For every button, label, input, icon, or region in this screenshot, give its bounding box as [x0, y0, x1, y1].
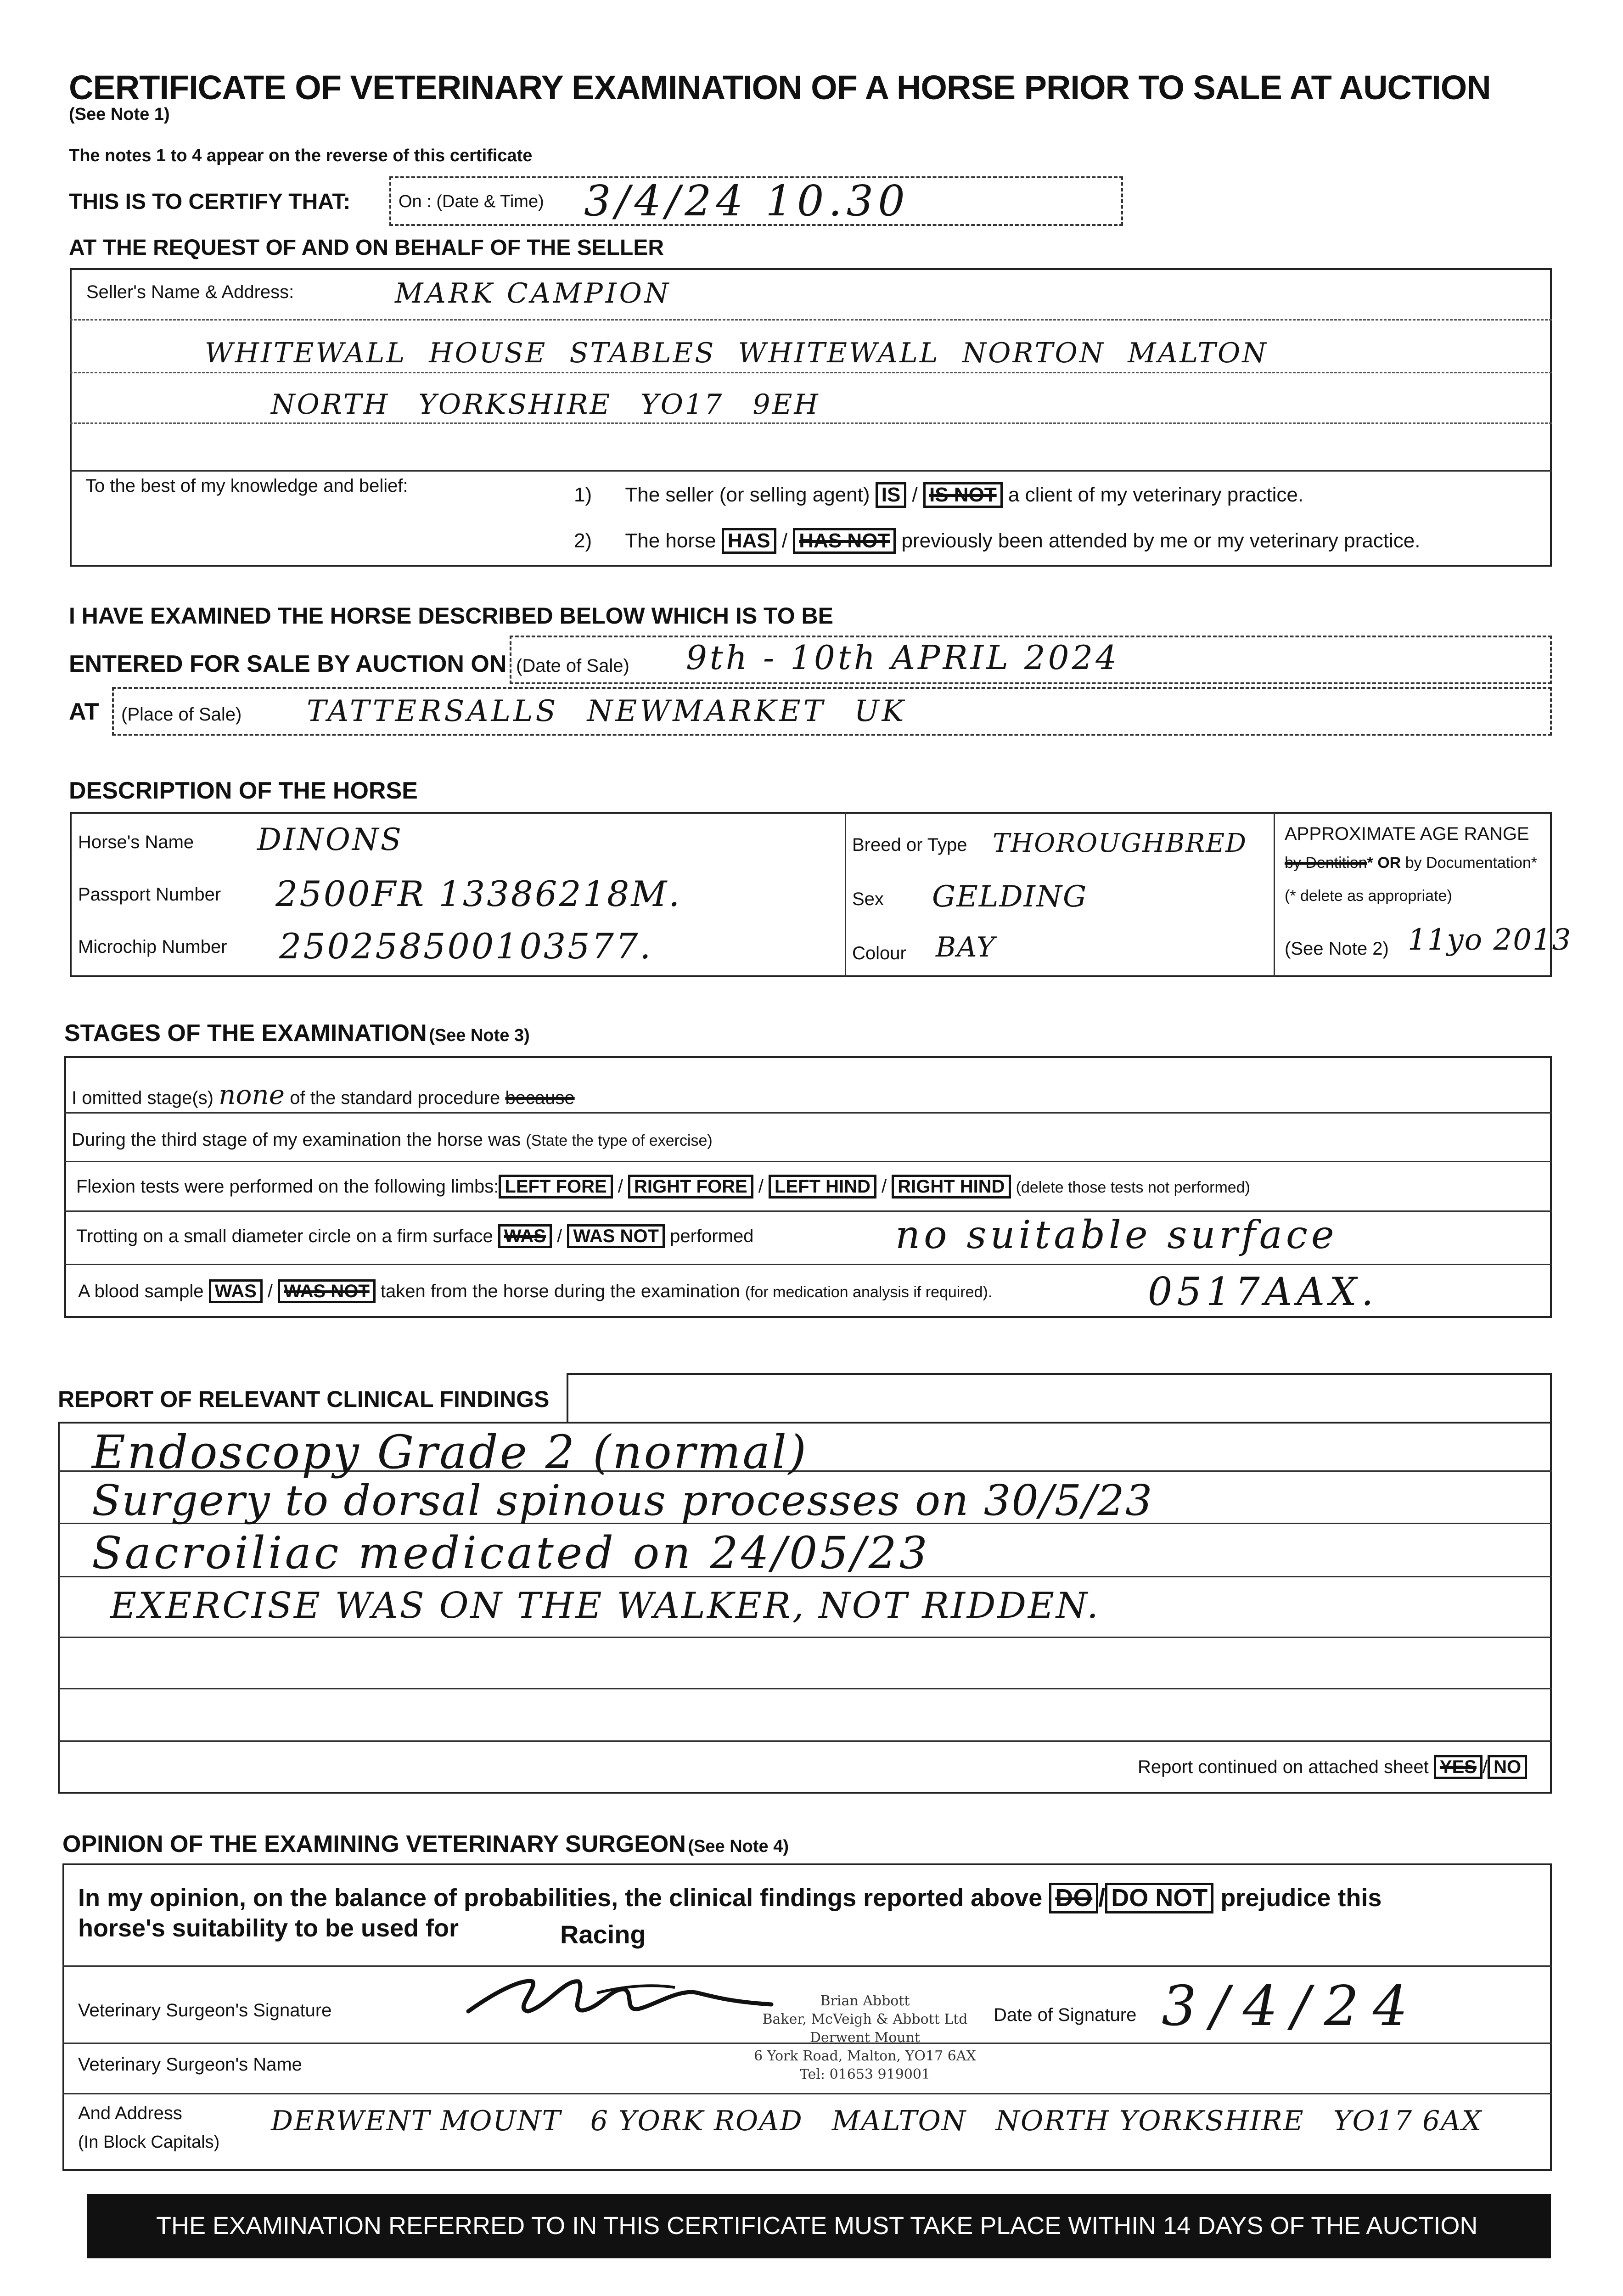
- age-or: * OR: [1367, 854, 1401, 872]
- blood-note: (for medication analysis if required).: [745, 1283, 993, 1301]
- practice-stamp: [736, 1992, 994, 2084]
- omitted-stages-value[interactable]: none: [219, 1079, 285, 1110]
- sale-date-value: 9th - 10th APRIL 2024: [686, 638, 1120, 677]
- age-delete-note: (* delete as appropriate): [1285, 887, 1452, 905]
- trot-was-not-option[interactable]: WAS NOT: [567, 1224, 665, 1248]
- opinion-text-line-2: horse's suitability to be used for: [78, 1914, 459, 1942]
- is-not-client-option[interactable]: IS NOT: [923, 482, 1003, 508]
- horse-name-value[interactable]: DINONS: [257, 822, 403, 857]
- on-date-time-value: 3/4/24 10.30: [584, 176, 910, 225]
- blood-was-not-option[interactable]: WAS NOT: [278, 1279, 376, 1303]
- date-signature-value[interactable]: 3/4/24: [1162, 1975, 1422, 2038]
- flexion-row: Flexion tests were performed on the following limbs: LEFT FORE / RIGHT FORE / LEFT HIND / RIGHT HIND (delete those tests not performed): [76, 1175, 1250, 1199]
- finding-line-4[interactable]: EXERCISE WAS ON THE WALKER, NOT RIDDEN.: [110, 1585, 1100, 1626]
- continued-yes-option[interactable]: YES: [1434, 1755, 1483, 1779]
- blood-label: A blood sample: [78, 1281, 204, 1301]
- omitted-stages-suffix: of the standard procedure: [290, 1088, 500, 1108]
- sale-date-label: (Date of Sale): [516, 656, 629, 676]
- on-date-time-label: On : (Date & Time): [399, 192, 544, 211]
- blood-was-option[interactable]: WAS: [209, 1279, 263, 1303]
- stamp-line-5: Tel: 01653 919001: [799, 2066, 931, 2082]
- opinion-note: (See Note 4): [688, 1837, 789, 1856]
- sale-date-field[interactable]: [510, 636, 1552, 684]
- sale-date-heading: ENTERED FOR SALE BY AUCTION ON: [69, 651, 507, 677]
- statement-2-number: 2): [574, 529, 592, 552]
- examined-heading: I HAVE EXAMINED THE HORSE DESCRIBED BELOW WHICH IS TO BE: [69, 603, 833, 629]
- opinion-text-start: In my opinion, on the balance of probabilities, the clinical findings reported above: [78, 1884, 1043, 1912]
- findings-heading-right-box: [567, 1373, 1552, 1423]
- knowledge-label: To the best of my knowledge and belief:: [85, 476, 408, 496]
- vet-address-value[interactable]: DERWENT MOUNT 6 YORK ROAD MALTON NORTH YORKSHIRE YO17 6AX: [271, 2105, 1483, 2137]
- footer-banner: [87, 2194, 1551, 2258]
- see-note-1: (See Note 1): [69, 105, 170, 124]
- vet-name-label: Veterinary Surgeon's Name: [78, 2054, 302, 2075]
- suitability-use[interactable]: Racing: [560, 1920, 646, 1949]
- age-heading: APPROXIMATE AGE RANGE: [1285, 824, 1529, 844]
- has-attended-option[interactable]: HAS: [722, 528, 776, 554]
- age-value[interactable]: 11yo 2013: [1408, 923, 1572, 957]
- finding-line-3[interactable]: Sacroiliac medicated on 24/05/23: [92, 1527, 930, 1579]
- sex-value[interactable]: GELDING: [932, 880, 1088, 914]
- notes-line: The notes 1 to 4 appear on the reverse of this certificate: [69, 146, 533, 165]
- age-dentition[interactable]: by Dentition: [1285, 854, 1367, 872]
- flexion-note: (delete those tests not performed): [1016, 1179, 1250, 1196]
- seller-name[interactable]: MARK CAMPION: [395, 277, 672, 310]
- footer-banner-text: THE EXAMINATION REFERRED TO IN THIS CERTIFICATE MUST TAKE PLACE WITHIN 14 DAYS OF THE AUCTION: [156, 2212, 1478, 2240]
- microchip-value[interactable]: 250258500103577.: [279, 926, 653, 967]
- opinion-heading: [62, 1830, 789, 1858]
- sale-place-field[interactable]: [112, 687, 1552, 736]
- report-continued-row: Report continued on attached sheet YES / NO: [1138, 1755, 1527, 1779]
- findings-heading: REPORT OF RELEVANT CLINICAL FINDINGS: [58, 1386, 550, 1412]
- signature-label: Veterinary Surgeon's Signature: [78, 2000, 332, 2020]
- seller-statement-1: 1) The seller (or selling agent) IS / IS NOT a client of my veterinary practice.: [574, 482, 1303, 508]
- third-stage-row: [72, 1130, 713, 1150]
- trot-label: Trotting on a small diameter circle on a firm surface: [76, 1226, 493, 1246]
- age-method-line: [1285, 854, 1537, 872]
- seller-address-line-2[interactable]: NORTH YORKSHIRE YO17 9EH: [271, 388, 820, 421]
- trot-comment[interactable]: no suitable surface: [895, 1212, 1338, 1257]
- breed-value[interactable]: THOROUGHBRED: [993, 828, 1247, 858]
- omitted-stages-row: [72, 1079, 575, 1110]
- third-stage-label: During the third stage of my examination the horse was: [72, 1130, 521, 1150]
- statement-1-number: 1): [574, 484, 592, 506]
- right-hind-option[interactable]: RIGHT HIND: [892, 1175, 1011, 1199]
- stamp-line-4: 6 York Road, Malton, YO17 6AX: [754, 2048, 976, 2064]
- third-stage-note: (State the type of exercise): [526, 1132, 713, 1149]
- trot-was-option[interactable]: WAS: [498, 1224, 552, 1248]
- date-signature-label: Date of Signature: [994, 2005, 1137, 2025]
- opinion-do-option[interactable]: DO: [1049, 1883, 1098, 1913]
- finding-line-2[interactable]: Surgery to dorsal spinous processes on 30/5/23: [92, 1476, 1153, 1525]
- sex-label: Sex: [852, 889, 884, 909]
- omitted-because: because: [505, 1088, 575, 1108]
- sale-place-label: (Place of Sale): [121, 704, 242, 725]
- vet-signature[interactable]: [459, 1961, 781, 2025]
- age-see-note: (See Note 2): [1285, 939, 1389, 959]
- colour-label: Colour: [852, 943, 906, 963]
- omitted-stages-label: I omitted stage(s): [72, 1088, 214, 1108]
- blood-taken-text: taken from the horse during the examination: [380, 1281, 740, 1301]
- horse-name-label: Horse's Name: [78, 832, 194, 852]
- microchip-label: Microchip Number: [78, 937, 227, 957]
- age-documentation[interactable]: by Documentation*: [1405, 854, 1537, 872]
- vet-address-label-note: (In Block Capitals): [78, 2133, 220, 2152]
- stages-heading: [64, 1019, 530, 1047]
- certificate-title: CERTIFICATE OF VETERINARY EXAMINATION OF A HORSE PRIOR TO SALE AT AUCTION: [69, 68, 1491, 107]
- has-not-attended-option[interactable]: HAS NOT: [793, 528, 896, 554]
- exam-datetime-field[interactable]: [389, 176, 1123, 226]
- sale-place-value: TATTERSALLS NEWMARKET UK: [307, 694, 907, 728]
- left-hind-option[interactable]: LEFT HIND: [769, 1175, 876, 1199]
- sale-at-label: AT: [69, 698, 99, 725]
- statement-1-suffix: a client of my veterinary practice.: [1008, 484, 1304, 506]
- stamp-line-3: Derwent Mount: [810, 2030, 920, 2046]
- stages-title: STAGES OF THE EXAMINATION: [64, 1020, 427, 1047]
- statement-1-text: The seller (or selling agent): [625, 484, 870, 506]
- horse-heading: DESCRIPTION OF THE HORSE: [69, 777, 418, 804]
- request-label: AT THE REQUEST OF AND ON BEHALF OF THE SELLER: [69, 236, 664, 260]
- blood-sample-ref[interactable]: 0517AAX.: [1148, 1269, 1378, 1314]
- finding-line-1[interactable]: Endoscopy Grade 2 (normal): [92, 1425, 809, 1479]
- is-client-option[interactable]: IS: [876, 482, 907, 508]
- opinion-do-not-option[interactable]: DO NOT: [1105, 1883, 1213, 1913]
- right-fore-option[interactable]: RIGHT FORE: [628, 1175, 753, 1199]
- seller-label: Seller's Name & Address:: [86, 282, 294, 302]
- seller-statement-2: 2) The horse HAS / HAS NOT previously been attended by me or my veterinary practice.: [574, 528, 1420, 554]
- stages-note: (See Note 3): [429, 1026, 530, 1045]
- opinion-text-end: prejudice this: [1220, 1884, 1382, 1912]
- colour-value[interactable]: BAY: [936, 931, 996, 963]
- stamp-line-2: Baker, McVeigh & Abbott Ltd: [762, 2011, 968, 2027]
- certify-label: THIS IS TO CERTIFY THAT:: [69, 190, 351, 214]
- statement-2-suffix: previously been attended by me or my veterinary practice.: [901, 529, 1421, 552]
- stamp-line-1: Brian Abbott: [820, 1993, 910, 2009]
- left-fore-option[interactable]: LEFT FORE: [499, 1175, 612, 1199]
- passport-value[interactable]: 2500FR 13386218M.: [275, 873, 682, 914]
- opinion-title: OPINION OF THE EXAMINING VETERINARY SURGEON: [62, 1831, 686, 1857]
- seller-address-line-1[interactable]: WHITEWALL HOUSE STABLES WHITEWALL NORTON MALTON: [205, 337, 1268, 369]
- blood-row: A blood sample WAS / WAS NOT taken from the horse during the examination (for medication analysis if required).: [78, 1279, 992, 1303]
- breed-label: Breed or Type: [852, 835, 967, 855]
- trot-performed: performed: [670, 1226, 754, 1246]
- opinion-text-line-1: In my opinion, on the balance of probabilities, the clinical findings reported above DO / DO NOT prejudice this: [78, 1883, 1382, 1913]
- trot-row: Trotting on a small diameter circle on a firm surface WAS / WAS NOT performed: [76, 1224, 753, 1248]
- vet-address-label: And Address: [78, 2103, 182, 2123]
- report-continued-label: Report continued on attached sheet: [1138, 1757, 1429, 1777]
- statement-2-text: The horse: [625, 529, 716, 552]
- flexion-label: Flexion tests were performed on the following limbs:: [76, 1176, 499, 1197]
- passport-label: Passport Number: [78, 884, 221, 905]
- continued-no-option[interactable]: NO: [1488, 1755, 1527, 1779]
